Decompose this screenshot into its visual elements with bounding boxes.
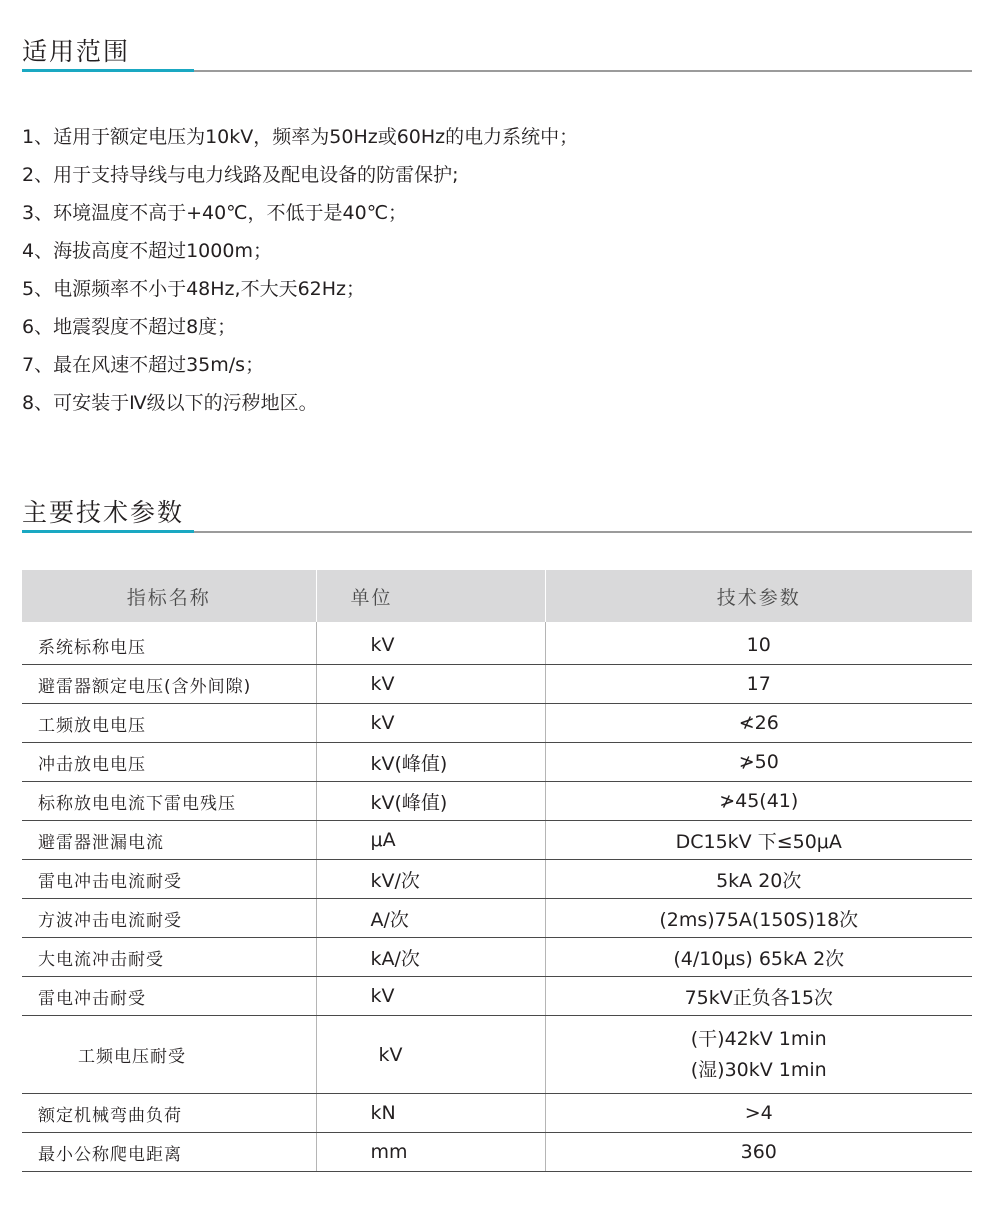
param-unit: mm — [316, 1133, 545, 1172]
header-unit: 单位 — [316, 570, 545, 622]
param-value: ≯45(41) — [545, 782, 972, 821]
scope-item: 5、电源频率不小于48Hz,不大天62Hz； — [22, 278, 366, 300]
scope-list — [22, 118, 578, 422]
header-name: 指标名称 — [22, 570, 316, 622]
table-row — [22, 1133, 972, 1172]
table-row — [22, 1094, 972, 1133]
params-header-row — [22, 570, 972, 622]
table-row — [22, 860, 972, 899]
table-row — [22, 977, 972, 1016]
param-value: ≯50 — [545, 743, 972, 782]
param-unit: kA/次 — [316, 938, 545, 977]
param-name: 冲击放电电压 — [22, 743, 316, 782]
param-unit: A/次 — [316, 899, 545, 938]
scope-item: 6、地震裂度不超过8度； — [22, 316, 237, 338]
scope-item: 3、环境温度不高于+40℃，不低于是40℃； — [22, 202, 408, 224]
table-row — [22, 743, 972, 782]
param-name: 工频放电电压 — [22, 704, 316, 743]
param-value: ≮26 — [545, 704, 972, 743]
table-row — [22, 938, 972, 977]
params-table — [22, 570, 972, 1172]
param-value-line: (湿)30kV 1min — [690, 1058, 827, 1081]
param-unit: μA — [316, 821, 545, 860]
table-row — [22, 782, 972, 821]
param-value: >4 — [545, 1094, 972, 1133]
param-unit: kV — [316, 704, 545, 743]
param-unit: kN — [316, 1094, 545, 1133]
table-row — [22, 899, 972, 938]
param-unit: kV — [316, 977, 545, 1016]
param-value: DC15kV 下≤50μA — [545, 821, 972, 860]
param-name: 系统标称电压 — [22, 626, 316, 665]
scope-item: 8、可安装于Ⅳ级以下的污秽地区。 — [22, 392, 318, 414]
param-value: 10 — [545, 626, 972, 665]
param-value: (4/10μs) 65kA 2次 — [545, 938, 972, 977]
param-value: 5kA 20次 — [545, 860, 972, 899]
scope-item: 4、海拔高度不超过1000m； — [22, 240, 272, 262]
scope-title-accent — [22, 69, 194, 72]
param-name: 大电流冲击耐受 — [22, 938, 316, 977]
param-unit: kV — [316, 665, 545, 704]
param-name: 避雷器泄漏电流 — [22, 821, 316, 860]
param-name: 雷电冲击电流耐受 — [22, 860, 316, 899]
param-unit: kV/次 — [316, 860, 545, 899]
param-name: 方波冲击电流耐受 — [22, 899, 316, 938]
param-value — [545, 1016, 972, 1094]
table-row — [22, 704, 972, 743]
param-unit: kV(峰值) — [316, 743, 545, 782]
param-name: 工频电压耐受 — [22, 1016, 316, 1094]
table-row — [22, 821, 972, 860]
scope-item: 1、适用于额定电压为10kV，频率为50Hz或60Hz的电力系统中； — [22, 126, 579, 148]
param-name: 避雷器额定电压(含外间隙) — [22, 665, 316, 704]
param-name: 标称放电电流下雷电残压 — [22, 782, 316, 821]
param-value: 360 — [545, 1133, 972, 1172]
param-name: 雷电冲击耐受 — [22, 977, 316, 1016]
param-value: 17 — [545, 665, 972, 704]
params-title: 主要技术参数 — [22, 498, 185, 527]
param-unit: kV — [316, 626, 545, 665]
param-value: (2ms)75A(150S)18次 — [545, 899, 972, 938]
scope-item: 2、用于支持导线与电力线路及配电设备的防雷保护; — [22, 164, 459, 186]
scope-item: 7、最在风速不超过35m/s； — [22, 354, 265, 376]
table-row — [22, 665, 972, 704]
param-unit: kV(峰值) — [316, 782, 545, 821]
param-name: 额定机械弯曲负荷 — [22, 1094, 316, 1133]
param-name: 最小公称爬电距离 — [22, 1133, 316, 1172]
table-row — [22, 626, 972, 665]
params-title-accent — [22, 530, 194, 533]
scope-title: 适用范围 — [22, 37, 131, 66]
table-row — [22, 1016, 972, 1094]
param-value: 75kV正负各15次 — [545, 977, 972, 1016]
header-value: 技术参数 — [545, 570, 972, 622]
param-value-line: (干)42kV 1min — [690, 1027, 827, 1050]
param-unit: kV — [316, 1016, 545, 1094]
